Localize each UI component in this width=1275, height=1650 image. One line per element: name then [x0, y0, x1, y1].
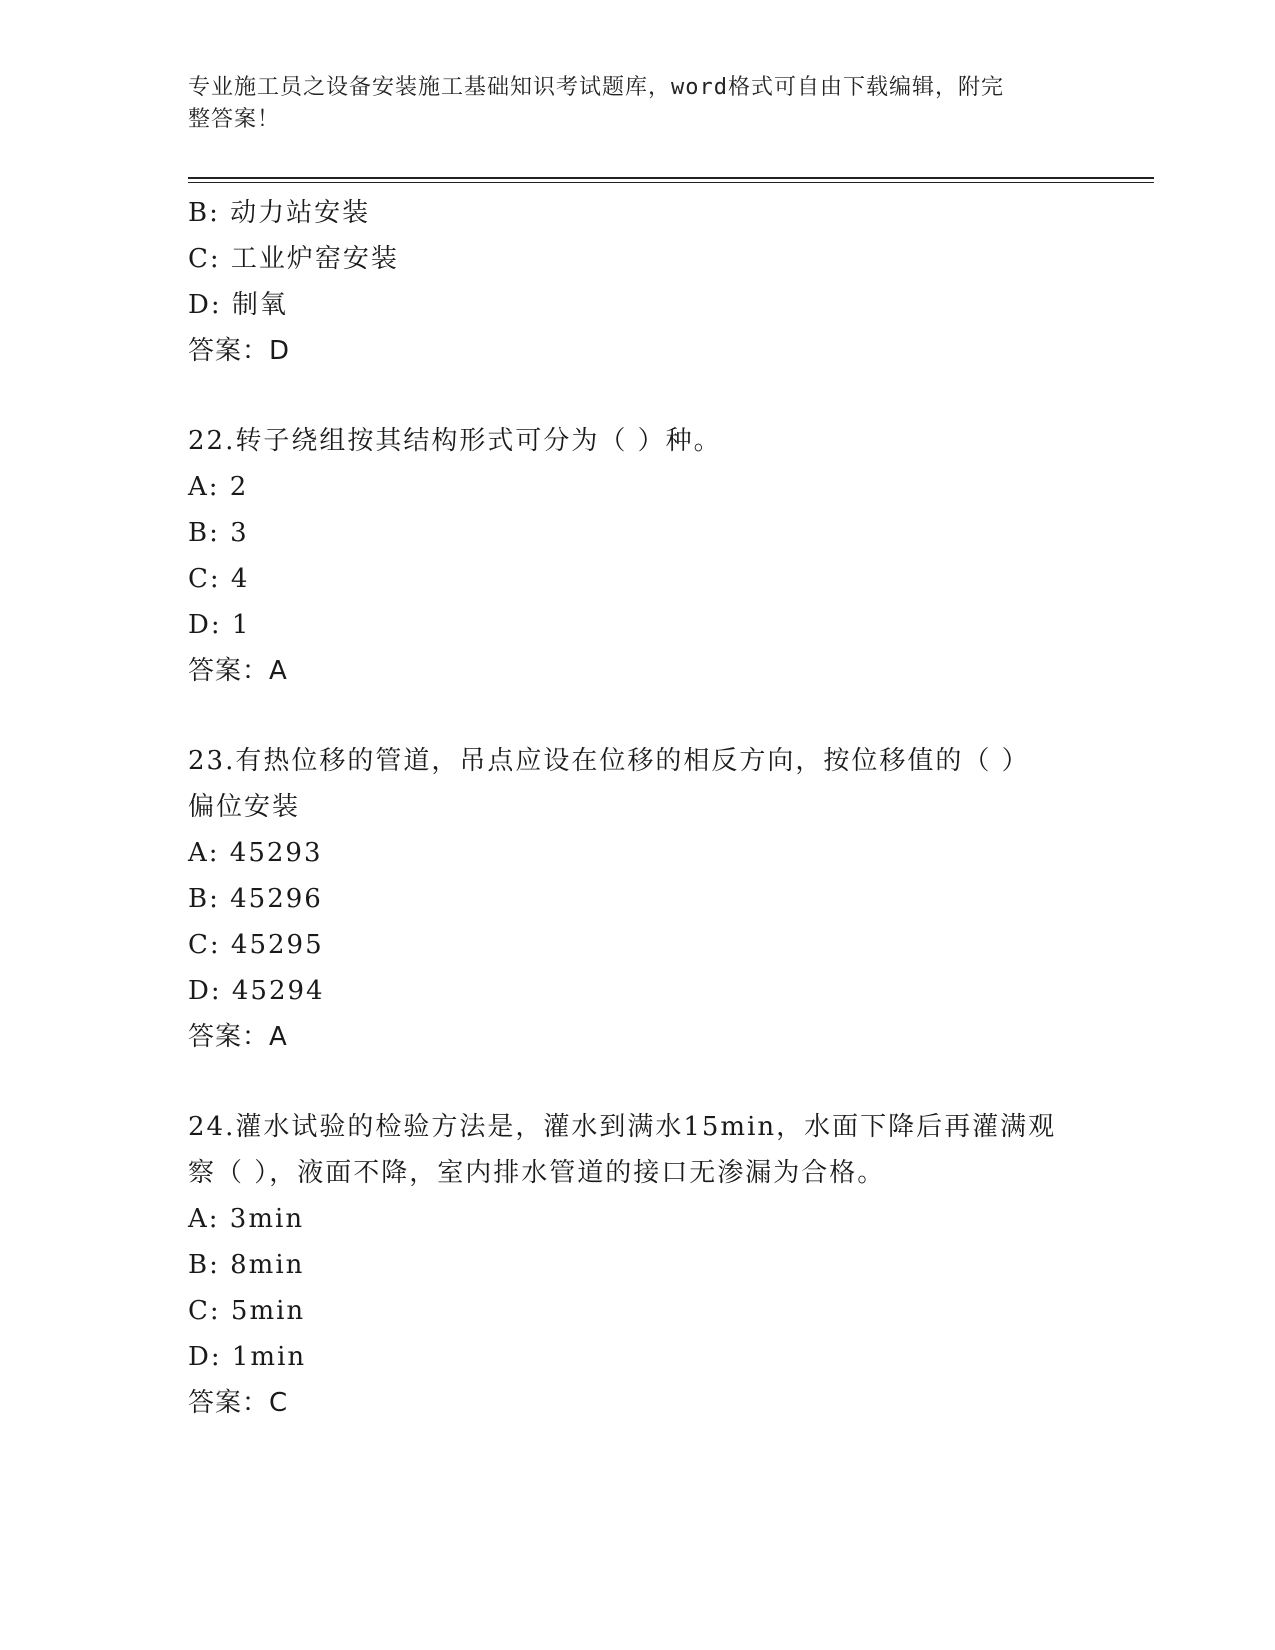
document-header: [188, 72, 1068, 136]
option-c: C: 5min: [188, 1296, 306, 1326]
question-text-line-1: 24.灌水试验的检验方法是，灌水到满水15min，水面下降后再灌满观: [188, 1112, 1057, 1142]
option-d: D: 制氧: [188, 290, 288, 320]
option-d: D: 1min: [188, 1342, 307, 1372]
answer-text: 答案：D: [188, 336, 291, 366]
question-list: [188, 190, 1088, 1426]
question-21-block: [188, 190, 1088, 374]
answer-text: 答案：C: [188, 1388, 289, 1418]
option-b: B: 3: [188, 518, 249, 548]
question-23-block: [188, 738, 1088, 1060]
option-c: C: 4: [188, 564, 250, 594]
question-text: 22.转子绕组按其结构形式可分为（ ）种。: [188, 426, 722, 456]
question-text-line-2: 偏位安装: [188, 792, 301, 822]
question-24-block: [188, 1104, 1088, 1426]
question-text-line-2: 察（ ），液面不降，室内排水管道的接口无渗漏为合格。: [188, 1158, 886, 1188]
header-line-2: 整答案！: [188, 107, 281, 132]
answer-text: 答案：A: [188, 656, 288, 686]
spacer: [188, 1060, 1088, 1104]
spacer: [188, 694, 1088, 738]
option-b: B: 45296: [188, 884, 323, 914]
option-d: D: 45294: [188, 976, 325, 1006]
option-b: B: 动力站安装: [188, 198, 371, 228]
option-b: B: 8min: [188, 1250, 305, 1280]
option-d: D: 1: [188, 610, 251, 640]
spacer: [188, 374, 1088, 418]
option-a: A: 3min: [188, 1204, 305, 1234]
header-divider-thin: [188, 182, 1154, 183]
question-22-block: [188, 418, 1088, 694]
option-c: C: 45295: [188, 930, 324, 960]
question-text-line-1: 23.有热位移的管道，吊点应设在位移的相反方向，按位移值的（ ）: [188, 746, 1030, 776]
option-a: A: 45293: [188, 838, 323, 868]
option-a: A: 2: [188, 472, 249, 502]
header-line-1: 专业施工员之设备安装施工基础知识考试题库，word格式可自由下载编辑，附完: [188, 75, 1004, 100]
header-divider-thick: [188, 177, 1154, 179]
answer-text: 答案：A: [188, 1022, 288, 1052]
option-c: C: 工业炉窑安装: [188, 244, 399, 274]
